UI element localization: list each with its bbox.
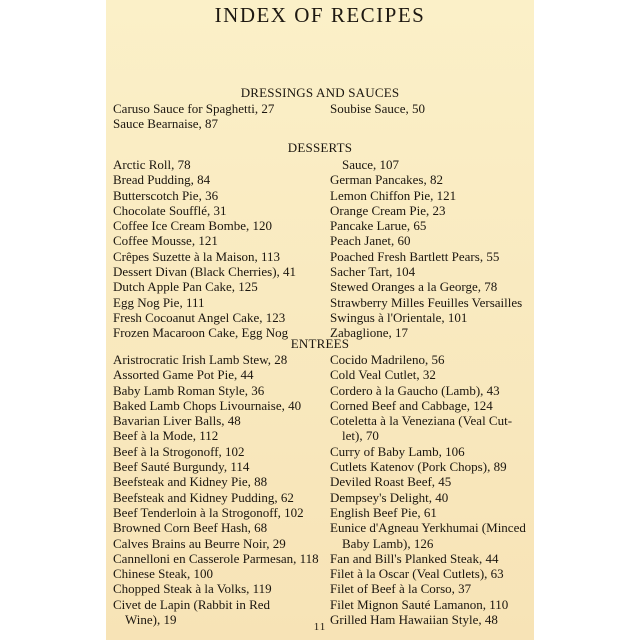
index-entry: Lemon Chiffon Pie, 121 [330,187,457,203]
index-entry: Beef Sauté Burgundy, 114 [113,459,250,475]
index-entry: English Beef Pie, 61 [330,504,437,520]
index-entry: Beef à la Strogonoff, 102 [113,443,245,459]
page-number: 11 [313,621,327,633]
index-entry: Beef Tenderloin à la Strogonoff, 102 [113,504,304,520]
index-entry: Bavarian Liver Balls, 48 [113,413,241,429]
index-entry-text: Civet de Lapin (Rabbit in Red [113,596,271,612]
index-entry: Cocido Madrileno, 56 [330,352,445,367]
index-entry: Baked Lamb Chops Livournaise, 40 [113,397,302,413]
index-entry: Grilled Ham Hawaiian Style, 48 [330,612,498,628]
section-heading-dressings: DRESSINGS AND SAUCES [240,85,400,100]
index-entry: Curry of Baby Lamb, 106 [330,443,465,459]
index-entry: Fresh Cocoanut Angel Cake, 123 [113,309,286,325]
index-entry: Chinese Steak, 100 [113,566,214,582]
index-entry: Chocolate Soufflé, 31 [113,202,227,218]
index-entry-continuation: Baby Lamb), 126 [342,535,434,551]
index-entry: Dutch Apple Pan Cake, 125 [113,279,258,295]
index-entry: Butterscotch Pie, 36 [113,187,219,203]
index-entry-text: Eunice d'Agneau Yerkhumai (Minced [330,520,526,536]
index-entry: Swingus à l'Orientale, 101 [330,309,468,325]
index-entry: Fan and Bill's Planked Steak, 44 [330,550,499,566]
index-entry: Aristrocratic Irish Lamb Stew, 28 [113,352,288,367]
index-entry: Bread Pudding, 84 [113,172,211,188]
index-entry: Stewed Oranges a la George, 78 [330,279,498,295]
page-title: INDEX OF RECIPES [214,3,426,27]
index-entry: Coffee Ice Cream Bombe, 120 [113,218,272,234]
index-entry: Poached Fresh Bartlett Pears, 55 [330,248,500,264]
index-entry: Deviled Roast Beef, 45 [330,474,452,490]
index-entry: Caruso Sauce for Spaghetti, 27 [113,101,275,116]
entrees-left-column [113,352,323,627]
index-entry: Assorted Game Pot Pie, 44 [113,367,254,383]
index-entry: Sauce Bearnaise, 87 [113,116,219,132]
index-entry: Pancake Larue, 65 [330,218,427,234]
index-entry: Beefsteak and Kidney Pudding, 62 [113,489,294,505]
index-entry: Filet à la Oscar (Veal Cutlets), 63 [330,566,504,582]
index-entry: Egg Nog Pie, 111 [113,294,205,310]
index-entry: Orange Cream Pie, 23 [330,202,446,218]
index-entry: Filet of Beef à la Corso, 37 [330,581,472,597]
index-entry: Dessert Divan (Black Cherries), 41 [113,264,297,280]
index-entry-continuation: let), 70 [342,428,379,444]
desserts-left-column [113,157,323,341]
index-entry [330,413,530,444]
index-entry-text: Coteletta à la Veneziana (Veal Cut- [330,413,513,429]
index-entry: Calves Brains au Beurre Noir, 29 [113,535,286,551]
index-entry: Strawberry Milles Feuilles Versailles [330,294,523,310]
index-entry: Cannelloni en Casserole Parmesan, 118 [113,550,319,566]
index-entry-continuation: Wine), 19 [125,612,177,628]
index-entry [330,520,530,551]
index-entry: Coffee Mousse, 121 [113,233,218,249]
index-entry: German Pancakes, 82 [330,172,443,188]
index-entry: Baby Lamb Roman Style, 36 [113,382,265,398]
index-entry: Peach Janet, 60 [330,233,411,249]
index-entry: Crêpes Suzette à la Maison, 113 [113,248,281,264]
index-entry: Corned Beef and Cabbage, 124 [330,397,493,413]
desserts-right-column [330,157,530,341]
index-entry: Chopped Steak à la Volks, 119 [113,581,272,597]
index-entry: Beefsteak and Kidney Pie, 88 [113,474,268,490]
index-entry: Arctic Roll, 78 [113,157,191,172]
index-entry: Beef à la Mode, 112 [113,428,219,444]
index-entry: Soubise Sauce, 50 [330,101,425,116]
index-entry: Cold Veal Cutlet, 32 [330,367,436,383]
entrees-right-column [330,352,530,627]
index-entry: Zabaglione, 17 [330,325,408,341]
index-entry-continuation: Sauce, 107 [342,157,400,172]
index-entry: Cutlets Katenov (Pork Chops), 89 [330,459,507,475]
index-entry: Sacher Tart, 104 [330,264,416,280]
index-entry: Frozen Macaroon Cake, Egg Nog [113,325,289,341]
index-entry: Cordero à la Gaucho (Lamb), 43 [330,382,500,398]
dressings-right-column [330,101,530,116]
book-page [106,0,534,640]
index-entry: Browned Corn Beef Hash, 68 [113,520,268,536]
section-heading-entrees: ENTREES [290,336,350,351]
dressings-left-column [113,101,323,132]
section-heading-desserts: DESSERTS [287,140,353,155]
index-entry: Dempsey's Delight, 40 [330,489,449,505]
index-entry: Filet Mignon Sauté Lamanon, 110 [330,596,509,612]
